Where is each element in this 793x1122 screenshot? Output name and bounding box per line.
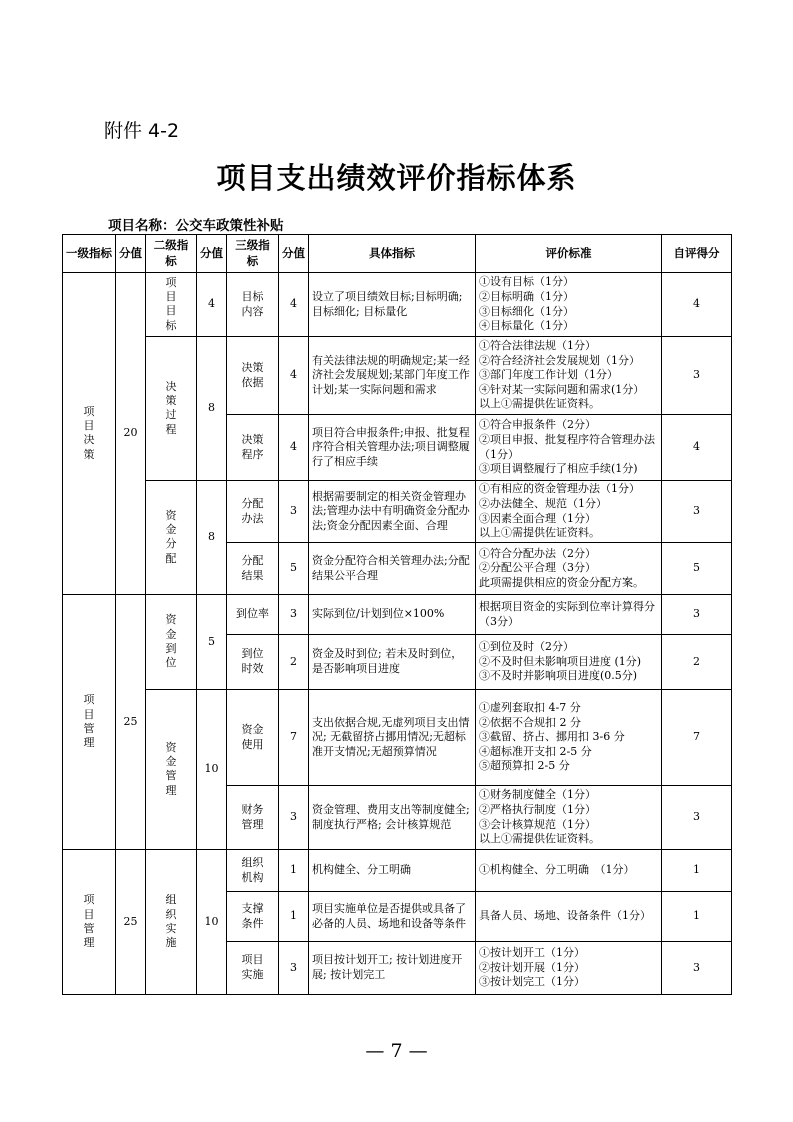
score3-cell: 3 <box>279 595 309 635</box>
score3-cell: 4 <box>279 337 309 415</box>
standard-line: ②项目申报、批复程序符合管理办法（1分） <box>479 432 655 461</box>
standard-line: ④目标量化（1分） <box>479 319 574 333</box>
indicator-cell: 资金管理、费用支出等制度健全; 制度执行严格; 会计核算规范 <box>309 786 476 850</box>
table-row <box>63 337 732 415</box>
standard-line: ②按计划开展（1分） <box>479 960 585 974</box>
header-level1: 一级指标 <box>63 235 116 273</box>
standard-line: ①设有目标（1分） <box>479 275 574 289</box>
level3-cell: 分配办法 <box>227 481 279 543</box>
score3-cell: 3 <box>279 481 309 543</box>
indicator-cell: 实际到位/计划到位×100% <box>309 595 476 635</box>
level2-cell: 资金管理 <box>146 690 197 850</box>
self-score-cell: 4 <box>662 415 732 481</box>
header-row <box>63 235 732 273</box>
indicator-cell: 有关法律法规的明确规定;某一经济社会发展规划;某部门年度工作计划;某一实际问题和需求 <box>309 337 476 415</box>
standard-line: ③因素全面合理（1分） <box>479 511 596 525</box>
level2-cell: 资金分配 <box>146 481 197 595</box>
standard-line: ③目标细化（1分） <box>479 304 574 318</box>
header-score2: 分值 <box>197 235 227 273</box>
level3-cell: 分配结果 <box>227 543 279 595</box>
header-level2: 二级指标 <box>146 235 197 273</box>
evaluation-table <box>62 234 732 995</box>
score2-cell: 8 <box>197 481 227 595</box>
score2-cell: 4 <box>197 273 227 337</box>
standard-line: ②办法健全、规范（1分） <box>479 496 607 510</box>
standard-cell <box>476 415 662 481</box>
level1-cell: 项目决策 <box>63 273 116 595</box>
indicator-cell: 项目按计划开工; 按计划进度开展; 按计划完工 <box>309 942 476 995</box>
page-number: — 7 — <box>365 1040 428 1062</box>
standard-line: 此项需提供相应的资金分配方案。 <box>479 575 644 589</box>
indicator-cell: 项目实施单位是否提供或具备了必备的人员、场地和设备等条件 <box>309 892 476 942</box>
table-row <box>63 690 732 786</box>
level3-cell: 目标内容 <box>227 273 279 337</box>
standard-line: 以上①需提供佐证资料。 <box>479 526 600 540</box>
standard-line: ①符合申报条件（2分） <box>479 418 596 432</box>
level3-cell: 到位时效 <box>227 635 279 690</box>
standard-line: ②依据不合规扣 2 分 <box>479 715 581 729</box>
standard-cell <box>476 850 662 892</box>
score2-cell: 5 <box>197 595 227 690</box>
indicator-cell: 支出依据合规,无虚列项目支出情况; 无截留挤占挪用情况;无超标准开支情况;无超预算情况 <box>309 690 476 786</box>
score3-cell: 4 <box>279 273 309 337</box>
level3-cell: 支撑条件 <box>227 892 279 942</box>
self-score-cell: 1 <box>662 850 732 892</box>
table-row <box>63 273 732 337</box>
indicator-cell: 机构健全、分工明确 <box>309 850 476 892</box>
indicator-cell: 资金分配符合相关管理办法;分配结果公平合理 <box>309 543 476 595</box>
standard-line: 以上①需提供佐证资料。 <box>479 397 600 411</box>
standard-cell <box>476 481 662 543</box>
table-row <box>63 595 732 635</box>
standard-cell <box>476 337 662 415</box>
level2-cell: 决策过程 <box>146 337 197 481</box>
standard-line: 以上①需提供佐证资料。 <box>479 832 600 846</box>
level1-cell: 项目管理 <box>63 850 116 995</box>
standard-line: ③会计核算规范（1分） <box>479 817 596 831</box>
indicator-cell: 根据需要制定的相关资金管理办法;管理办法中有明确资金分配办法;资金分配因素全面、合理 <box>309 481 476 543</box>
standard-cell <box>476 942 662 995</box>
standard-line: ③项目调整履行了相应手续(1分) <box>479 462 638 476</box>
standard-line: ①有相应的资金管理办法（1分） <box>479 482 640 496</box>
header-score1: 分值 <box>116 235 146 273</box>
standard-line: ①按计划开工（1分） <box>479 946 585 960</box>
standard-cell <box>476 786 662 850</box>
standard-line: ①符合法律法规（1分） <box>479 339 596 353</box>
score2-cell: 10 <box>197 850 227 995</box>
score3-cell: 1 <box>279 892 309 942</box>
level3-cell: 到位率 <box>227 595 279 635</box>
attachment-label: 附件 4-2 <box>104 120 180 142</box>
self-score-cell: 4 <box>662 273 732 337</box>
standard-line: ②目标明确（1分） <box>479 289 574 303</box>
score3-cell: 3 <box>279 942 309 995</box>
header-standard: 评价标准 <box>476 235 662 273</box>
score1-cell: 20 <box>116 273 146 595</box>
header-score3: 分值 <box>279 235 309 273</box>
score3-cell: 5 <box>279 543 309 595</box>
standard-cell <box>476 892 662 942</box>
level2-cell: 组织实施 <box>146 850 197 995</box>
self-score-cell: 1 <box>662 892 732 942</box>
standard-cell <box>476 273 662 337</box>
standard-line: ③不及时并影响项目进度(0.5分) <box>479 669 638 683</box>
level1-cell: 项目管理 <box>63 595 116 850</box>
score3-cell: 2 <box>279 635 309 690</box>
table-row <box>63 850 732 892</box>
self-score-cell: 3 <box>662 595 732 635</box>
standard-cell <box>476 543 662 595</box>
level3-cell: 财务管理 <box>227 786 279 850</box>
level3-cell: 决策依据 <box>227 337 279 415</box>
score3-cell: 3 <box>279 786 309 850</box>
score1-cell: 25 <box>116 850 146 995</box>
score3-cell: 1 <box>279 850 309 892</box>
standard-cell <box>476 635 662 690</box>
standard-line: ④超标准开支扣 2-5 分 <box>479 744 592 758</box>
standard-line: ①机构健全、分工明确 （1分） <box>479 863 635 877</box>
header-indicator: 具体指标 <box>309 235 476 273</box>
page-title: 项目支出绩效评价指标体系 <box>216 161 577 195</box>
standard-line: ③按计划完工（1分） <box>479 975 585 989</box>
self-score-cell: 7 <box>662 690 732 786</box>
standard-line: 根据项目资金的实际到位率计算得分（3分） <box>479 599 655 628</box>
level3-cell: 项目实施 <box>227 942 279 995</box>
score3-cell: 4 <box>279 415 309 481</box>
self-score-cell: 2 <box>662 635 732 690</box>
level3-cell: 组织机构 <box>227 850 279 892</box>
standard-line: 具备人员、场地、设备条件（1分） <box>479 909 651 923</box>
standard-line: ②符合经济社会发展规划（1分） <box>479 353 640 367</box>
table-row <box>63 481 732 543</box>
project-name: 项目名称：公交车政策性补贴 <box>108 218 284 234</box>
score3-cell: 7 <box>279 690 309 786</box>
standard-line: ①财务制度健全（1分） <box>479 788 596 802</box>
standard-line: ①到位及时（2分） <box>479 640 574 654</box>
score2-cell: 10 <box>197 690 227 850</box>
standard-line: ①符合分配办法（2分） <box>479 546 596 560</box>
indicator-cell: 项目符合申报条件;申报、批复程序符合相关管理办法;项目调整履行了相应手续 <box>309 415 476 481</box>
self-score-cell: 3 <box>662 337 732 415</box>
header-self-score: 自评得分 <box>662 235 732 273</box>
standard-line: ②严格执行制度（1分） <box>479 802 596 816</box>
standard-line: ②不及时但未影响项目进度 (1分) <box>479 654 642 668</box>
standard-cell <box>476 690 662 786</box>
score1-cell: 25 <box>116 595 146 850</box>
standard-line: ③截留、挤占、挪用扣 3-6 分 <box>479 730 625 744</box>
score2-cell: 8 <box>197 337 227 481</box>
self-score-cell: 3 <box>662 942 732 995</box>
self-score-cell: 3 <box>662 481 732 543</box>
indicator-cell: 设立了项目绩效目标;目标明确; 目标细化; 目标量化 <box>309 273 476 337</box>
header-level3: 三级指标 <box>227 235 279 273</box>
standard-line: ③部门年度工作计划（1分） <box>479 368 618 382</box>
standard-line: ⑤超预算扣 2-5 分 <box>479 759 570 773</box>
standard-line: ②分配公平合理（3分） <box>479 561 596 575</box>
standard-cell <box>476 595 662 635</box>
self-score-cell: 5 <box>662 543 732 595</box>
level2-cell: 项目目标 <box>146 273 197 337</box>
indicator-cell: 资金及时到位; 若未及时到位，是否影响项目进度 <box>309 635 476 690</box>
level2-cell: 资金到位 <box>146 595 197 690</box>
standard-line: ④针对某一实际问题和需求(1分） <box>479 382 645 396</box>
level3-cell: 资金使用 <box>227 690 279 786</box>
standard-line: ①虚列套取扣 4-7 分 <box>479 701 581 715</box>
level3-cell: 决策程序 <box>227 415 279 481</box>
self-score-cell: 3 <box>662 786 732 850</box>
